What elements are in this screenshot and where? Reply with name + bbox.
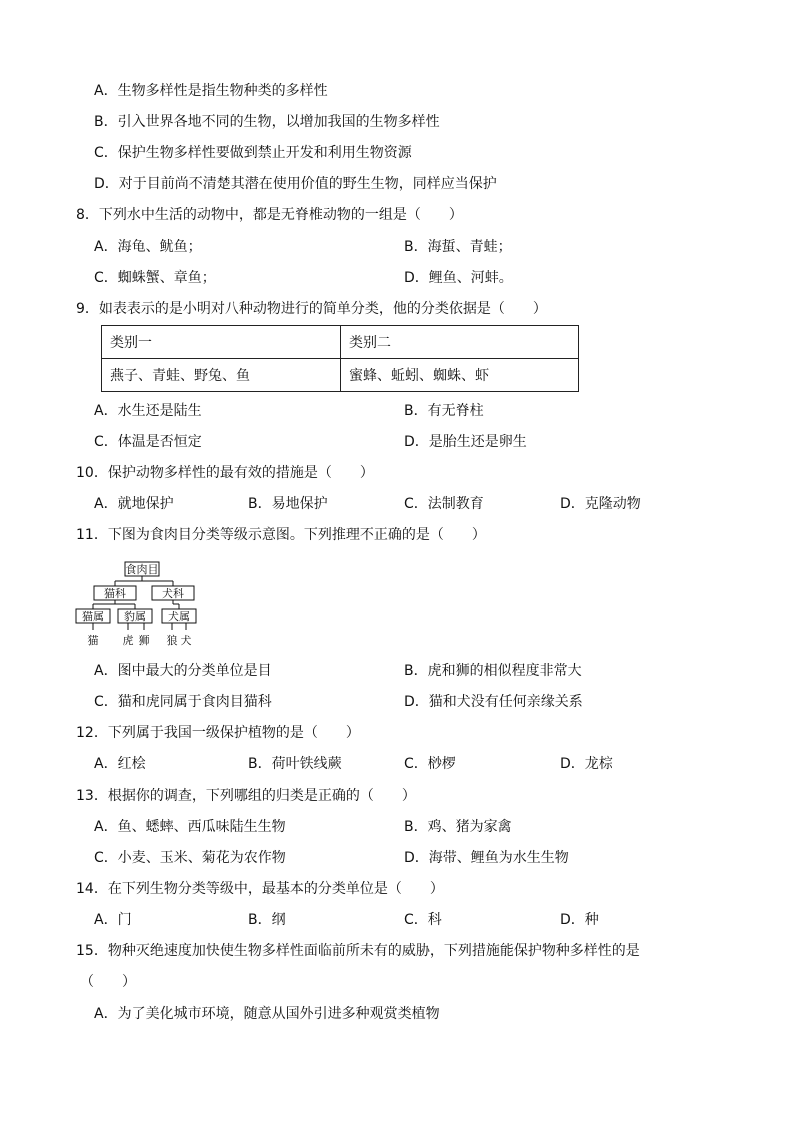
q7-option-d: D．对于目前尚不清楚其潜在使用价值的野生生物，同样应当保护	[94, 176, 497, 192]
q10-option-c: C．法制教育	[404, 496, 484, 512]
table-header-cell: 类别二	[341, 326, 579, 359]
q13-option-c: C．小麦、玉米、菊花为农作物	[94, 850, 286, 866]
diagram-species-cat: 猫	[87, 634, 99, 647]
q11-option-b: B．虎和狮的相似程度非常大	[404, 663, 582, 679]
diagram-genus-canis: 犬属	[168, 610, 190, 623]
q8-option-c: C．蜘蛛蟹、章鱼；	[94, 270, 216, 286]
q8-option-b: B．海蜇、青蛙；	[404, 239, 512, 255]
q10-option-a: A．就地保护	[94, 496, 174, 512]
q12-stem: 12．下列属于我国一级保护植物的是（ ）	[76, 725, 360, 741]
q8-option-a: A．海龟、鱿鱼；	[94, 239, 202, 255]
table-cell: 蜜蜂、蚯蚓、蜘蛛、虾	[341, 359, 579, 392]
q15-stem: 15．物种灭绝速度加快使生物多样性面临前所未有的威胁，下列措施能保护物种多样性的是	[76, 943, 640, 959]
q10-stem: 10．保护动物多样性的最有效的措施是（ ）	[76, 465, 374, 481]
q8-option-d: D．鲤鱼、河蚌。	[404, 270, 513, 286]
diagram-genus-panthera: 豹属	[124, 610, 146, 623]
q14-option-d: D．种	[560, 912, 599, 928]
q15-stem-continued: （ ）	[80, 974, 136, 990]
q13-option-a: A．鱼、蟋蟀、西瓜味陆生生物	[94, 819, 286, 835]
q12-option-c: C．桫椤	[404, 756, 456, 772]
table-header-cell: 类别一	[102, 326, 341, 359]
q10-option-b: B．易地保护	[248, 496, 328, 512]
q10-option-d: D．克隆动物	[560, 496, 641, 512]
q9-option-d: D．是胎生还是卵生	[404, 434, 527, 450]
q12-option-a: A．红桧	[94, 756, 146, 772]
q9-option-a: A．水生还是陆生	[94, 403, 202, 419]
q13-stem: 13．根据你的调查，下列哪组的归类是正确的（ ）	[76, 788, 416, 804]
q7-option-c: C．保护生物多样性要做到禁止开发和利用生物资源	[94, 145, 412, 161]
q14-option-b: B．纲	[248, 912, 286, 928]
q14-stem: 14．在下列生物分类等级中，最基本的分类单位是（ ）	[76, 881, 444, 897]
q13-option-b: B．鸡、猪为家禽	[404, 819, 512, 835]
q11-option-d: D．猫和犬没有任何亲缘关系	[404, 694, 583, 710]
diagram-species-tiger: 虎	[122, 634, 134, 647]
q11-stem: 11．下图为食肉目分类等级示意图。下列推理不正确的是（ ）	[76, 527, 486, 543]
q13-option-d: D．海带、鲤鱼为水生生物	[404, 850, 569, 866]
q12-option-b: B．荷叶铁线蕨	[248, 756, 342, 772]
q9-option-b: B．有无脊柱	[404, 403, 484, 419]
diagram-family-cat: 猫科	[104, 587, 126, 600]
carnivora-classification-diagram	[74, 560, 204, 652]
diagram-species-wolf: 狼	[166, 634, 178, 647]
diagram-species-dog: 犬	[180, 634, 192, 647]
q15-option-a: A．为了美化城市环境，随意从国外引进多种观赏类植物	[94, 1006, 440, 1022]
table-row	[102, 326, 579, 359]
classification-table	[101, 325, 579, 392]
diagram-family-dog: 犬科	[162, 587, 184, 600]
q14-option-a: A．门	[94, 912, 132, 928]
q7-option-a: A．生物多样性是指生物种类的多样性	[94, 83, 328, 99]
q8-stem: 8．下列水中生活的动物中，都是无脊椎动物的一组是（ ）	[76, 207, 463, 223]
q11-option-a: A．图中最大的分类单位是目	[94, 663, 272, 679]
q9-stem: 9．如表表示的是小明对八种动物进行的简单分类，他的分类依据是（ ）	[76, 301, 547, 317]
q7-option-b: B．引入世界各地不同的生物，以增加我国的生物多样性	[94, 114, 440, 130]
diagram-species-lion: 狮	[138, 634, 150, 647]
q11-option-c: C．猫和虎同属于食肉目猫科	[94, 694, 272, 710]
q14-option-c: C．科	[404, 912, 442, 928]
diagram-order: 食肉目	[125, 563, 159, 576]
q9-option-c: C．体温是否恒定	[94, 434, 202, 450]
table-row	[102, 359, 579, 392]
q12-option-d: D．龙棕	[560, 756, 613, 772]
table-cell: 燕子、青蛙、野兔、鱼	[102, 359, 341, 392]
diagram-genus-felis: 猫属	[82, 610, 104, 623]
